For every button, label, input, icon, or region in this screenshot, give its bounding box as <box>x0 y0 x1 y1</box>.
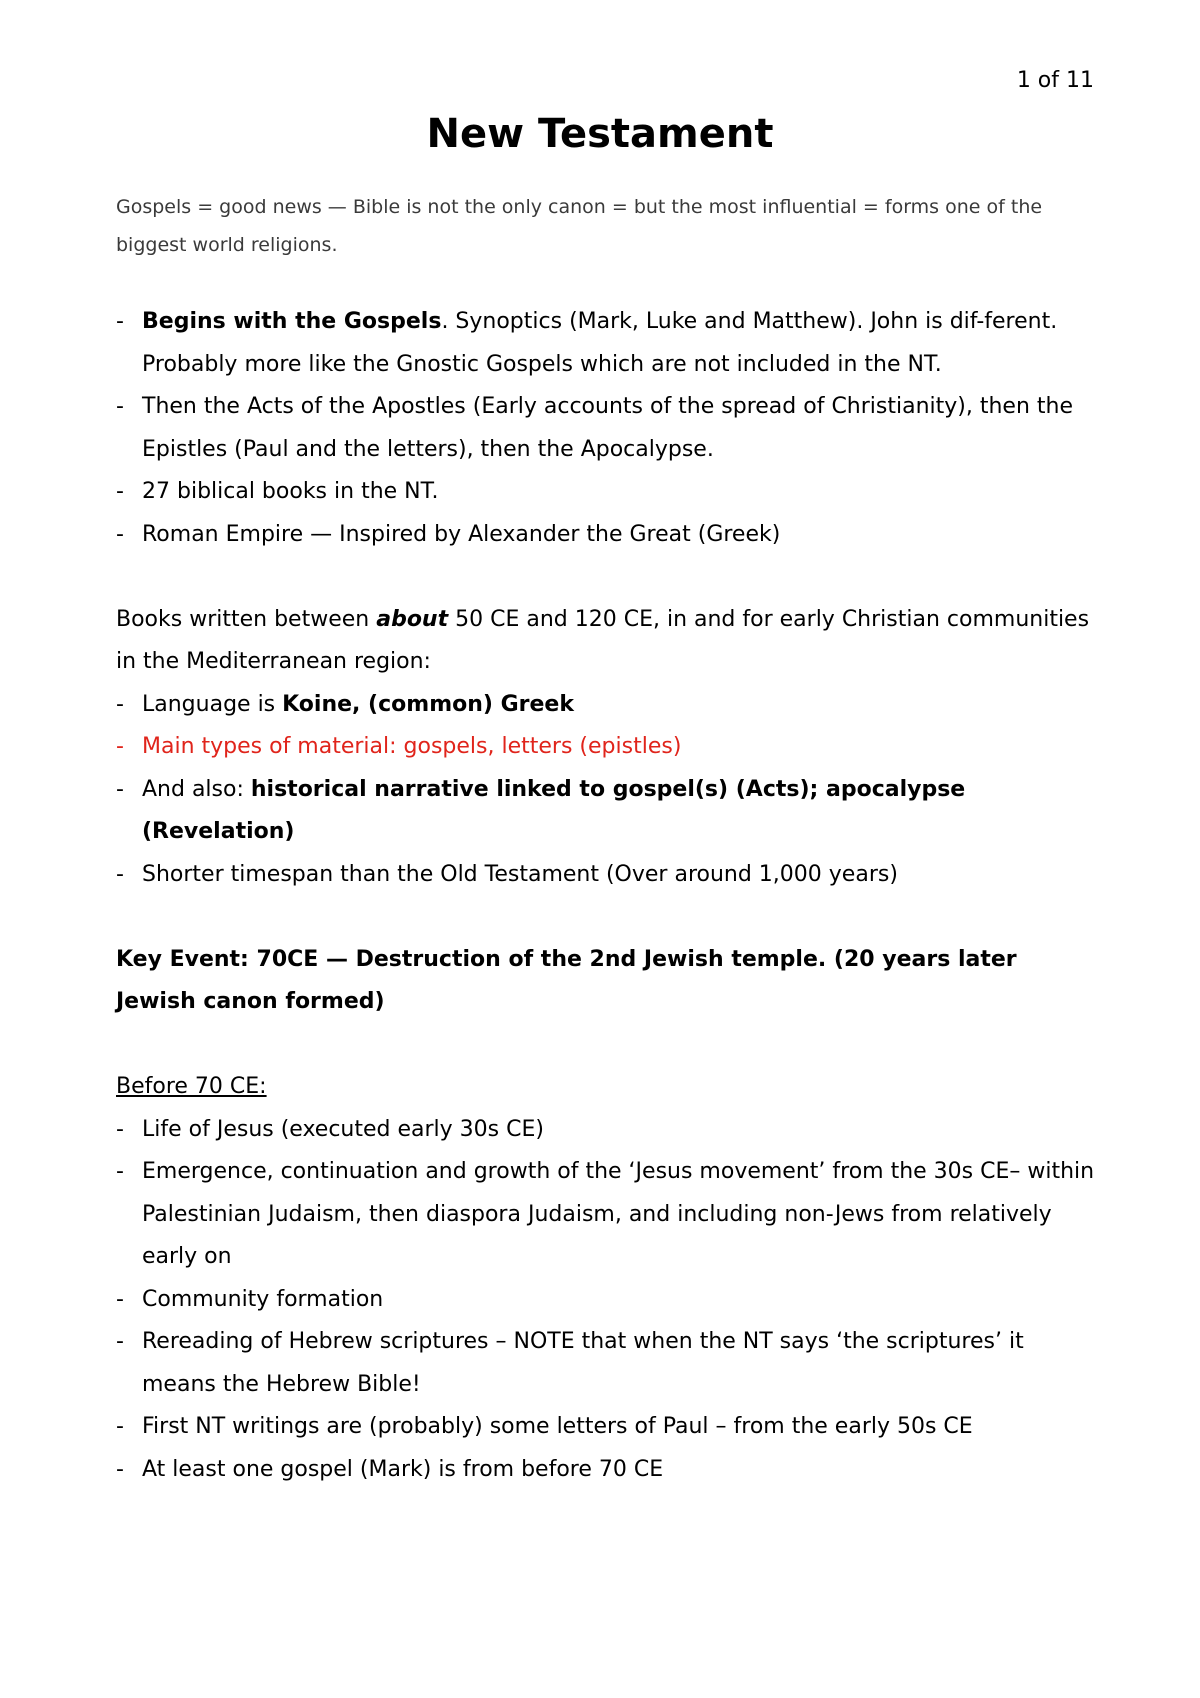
list-item <box>116 1279 1100 1322</box>
list-item <box>116 1151 1100 1279</box>
list-item <box>116 301 1100 386</box>
bullet-dash: - <box>116 1159 124 1184</box>
text-run: Books written between <box>116 606 377 632</box>
item-text: Main types of material: gospels, letters (epistles) <box>142 734 682 759</box>
list-item <box>116 514 1100 557</box>
bullet-dash: - <box>116 691 124 717</box>
section-heading <box>116 1066 1100 1109</box>
intro-paragraph: Gospels = good news — Bible is not the only canon = but the most influential = forms one of the biggest world religions. <box>116 196 1043 256</box>
item-text: And also: <box>142 776 251 802</box>
list-item <box>116 769 1100 854</box>
list-item <box>116 854 1100 897</box>
list-item <box>116 1321 1100 1406</box>
item-text: 27 biblical books in the NT. <box>142 479 439 504</box>
spacer <box>116 264 1100 301</box>
list-item-highlighted <box>116 726 1100 769</box>
item-text: Then the Acts of the Apostles (Early accounts of the spread of Christianity), then the Epistles (Paul and the letters), then the Apocalypse. <box>142 394 1074 462</box>
list-item <box>116 684 1100 727</box>
key-event <box>116 939 1100 1024</box>
document-title: New Testament <box>426 111 774 157</box>
books-paragraph <box>116 599 1100 684</box>
spacer <box>116 896 1100 939</box>
bullet-dash: - <box>116 1414 124 1439</box>
spacer <box>116 1024 1100 1067</box>
bullet-dash: - <box>116 309 124 334</box>
item-text: At least one gospel (Mark) is from before 70 CE <box>142 1456 664 1482</box>
books-list <box>116 684 1100 897</box>
list-item <box>116 386 1100 471</box>
bullet-dash: - <box>116 1329 124 1354</box>
bullet-dash: - <box>116 479 124 504</box>
key-event-text: Key Event: 70CE — Destruction of the 2nd Jewish temple. (20 years later Jewish canon formed) <box>116 946 1017 1014</box>
item-text: Rereading of Hebrew scriptures – NOTE that when the NT says ‘the scriptures’ it means the Hebrew Bible! <box>142 1329 1024 1397</box>
item-text: Language is <box>142 691 283 717</box>
emphasis-bold: Begins with the Gospels <box>142 309 442 334</box>
emphasis-bold: Koine, (common) Greek <box>282 691 574 717</box>
bullet-dash: - <box>116 1456 124 1482</box>
bullet-dash: - <box>116 734 124 759</box>
item-text: Shorter timespan than the Old Testament (Over around 1,000 years) <box>142 861 898 887</box>
bullet-dash: - <box>116 521 124 547</box>
before-70ce-list <box>116 1109 1100 1492</box>
section-heading-text: Before 70 CE: <box>116 1074 267 1099</box>
page-number: 1 of 11 <box>1016 68 1094 93</box>
list-item <box>116 1449 1100 1492</box>
spacer <box>116 556 1100 599</box>
bullet-dash: - <box>116 394 124 419</box>
item-text: Life of Jesus (executed early 30s CE) <box>142 1116 544 1142</box>
list-item <box>116 1109 1100 1152</box>
text-run: 50 CE and 120 CE, in and for early Christian communities in the Mediterranean region: <box>116 606 1090 674</box>
bullet-dash: - <box>116 776 124 802</box>
list-item <box>116 471 1100 514</box>
item-text: Community formation <box>142 1286 384 1312</box>
document-body <box>116 188 1100 1491</box>
emphasis-bold-italic: about <box>376 606 449 632</box>
item-text: First NT writings are (probably) some letters of Paul – from the early 50s CE <box>142 1414 973 1439</box>
bullet-dash: - <box>116 1116 124 1142</box>
bullet-dash: - <box>116 861 124 887</box>
bullet-dash: - <box>116 1286 124 1312</box>
list-item <box>116 1406 1100 1449</box>
overview-list <box>116 301 1100 556</box>
item-text: Roman Empire — Inspired by Alexander the Great (Greek) <box>142 521 781 547</box>
item-text: Emergence, continuation and growth of the ‘Jesus movement’ from the 30s CE– within Palestinian Judaism, then diaspora Judaism, and including non-Jews from relatively early on <box>142 1159 1095 1269</box>
emphasis-bold: historical narrative linked to gospel(s) (Acts); apocalypse (Revelation) <box>142 776 966 844</box>
item-text: . Synoptics (Mark, Luke and Matthew). John is dif-ferent. Probably more like the Gnostic Gospels which are not included in the NT. <box>142 309 1058 377</box>
